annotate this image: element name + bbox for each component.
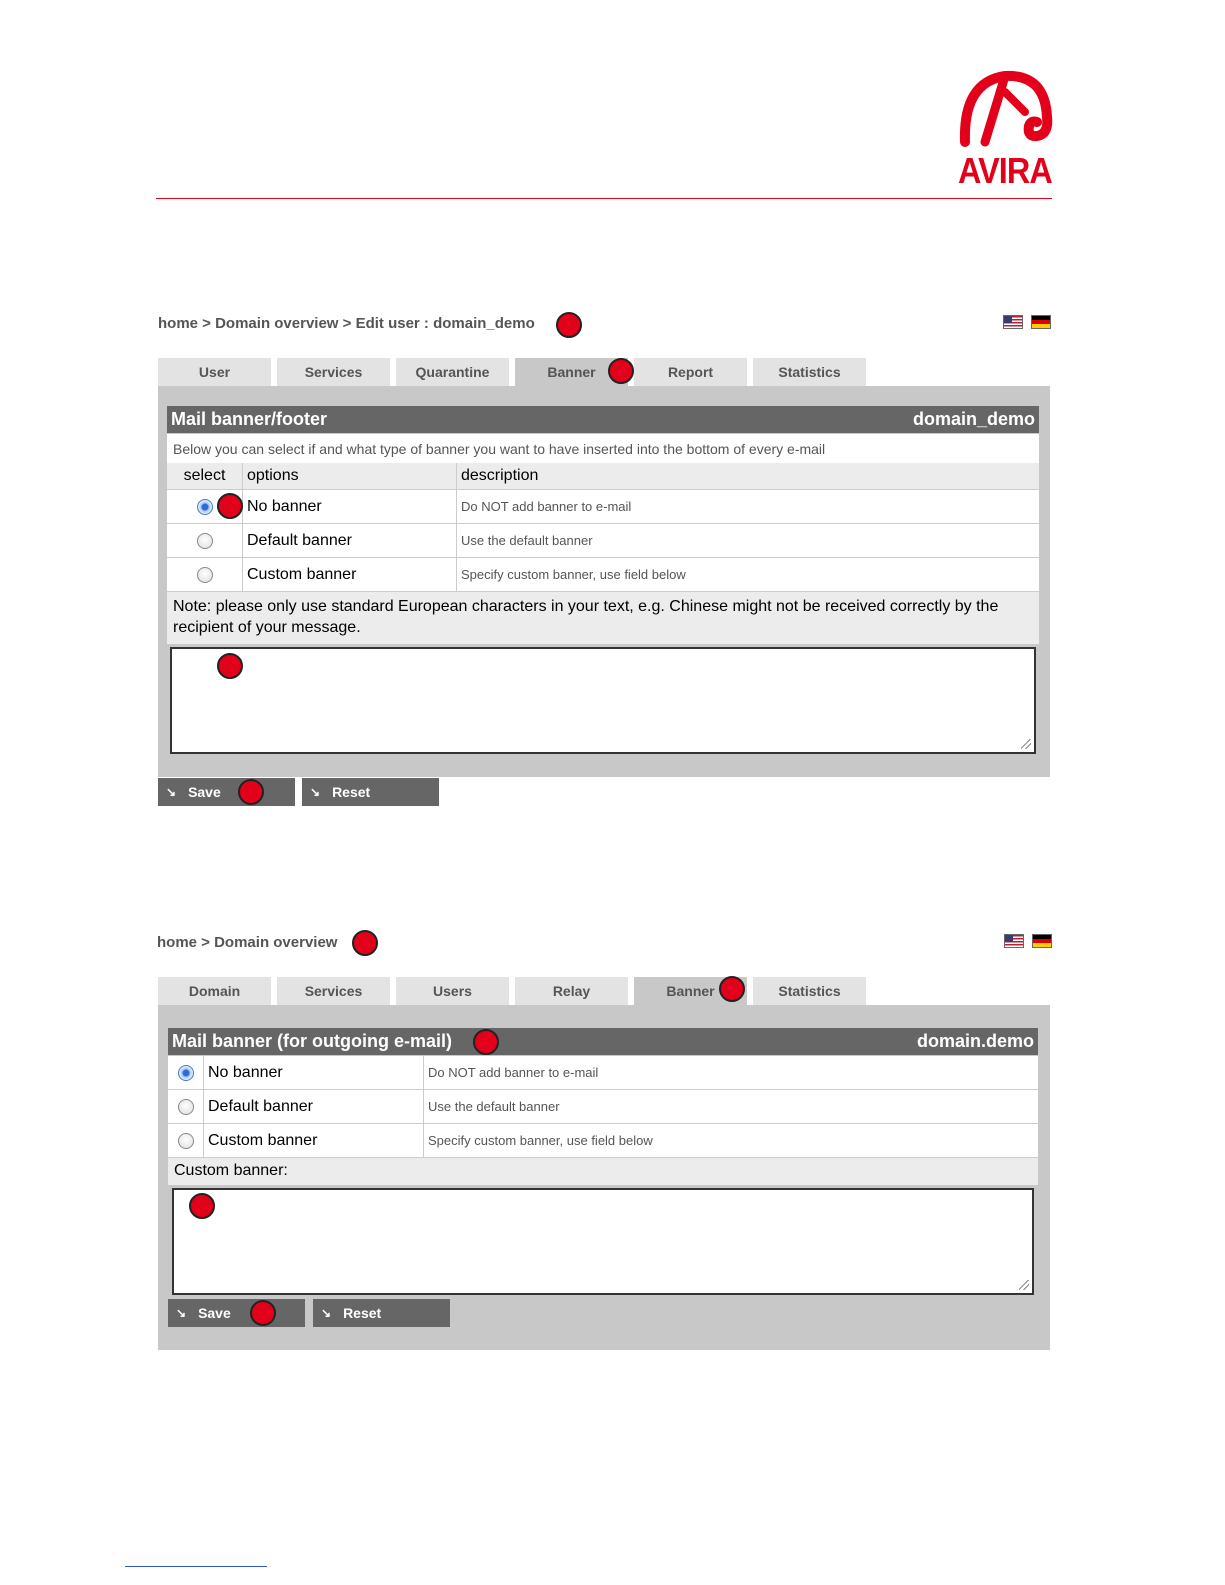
table-header <box>167 463 1039 490</box>
us-flag-icon[interactable] <box>1004 934 1024 948</box>
custom-banner-radio[interactable] <box>178 1133 194 1149</box>
arrow-icon: ↘ <box>176 1306 187 1320</box>
option-label: No banner <box>208 1063 283 1081</box>
panel-title: Mail banner/footer <box>171 409 328 429</box>
tab-services[interactable]: Services <box>277 977 390 1005</box>
save-button[interactable] <box>158 778 295 806</box>
default-banner-radio[interactable] <box>197 533 213 549</box>
save-button[interactable] <box>168 1299 305 1327</box>
panel-titlebar <box>167 406 1039 433</box>
option-description: Do NOT add banner to e-mail <box>461 499 632 514</box>
tab-statistics[interactable]: Statistics <box>753 358 866 386</box>
header-divider <box>156 198 1052 199</box>
custom-banner-label: Custom banner: <box>168 1158 1038 1185</box>
de-flag-icon[interactable] <box>1031 315 1051 329</box>
option-description: Do NOT add banner to e-mail <box>428 1065 599 1080</box>
arrow-icon: ↘ <box>166 785 177 799</box>
reset-button[interactable] <box>313 1299 450 1327</box>
table-row <box>168 1056 1038 1090</box>
tab-bar <box>158 977 866 1005</box>
brand-wordmark: AVIRA <box>958 150 1052 191</box>
callout-marker <box>189 1193 215 1219</box>
panel-title: Mail banner (for outgoing e-mail) <box>172 1031 452 1051</box>
reset-label: Reset <box>332 784 371 800</box>
save-label: Save <box>198 1305 231 1321</box>
callout-marker <box>250 1300 276 1326</box>
tab-quarantine[interactable]: Quarantine <box>396 358 509 386</box>
tab-banner[interactable]: Banner <box>515 358 628 386</box>
arrow-icon: ↘ <box>310 785 321 799</box>
footer-link-underline[interactable] <box>125 1566 267 1567</box>
callout-marker <box>238 779 264 805</box>
col-options: options <box>247 467 299 484</box>
callout-marker <box>608 358 634 384</box>
option-label: Default banner <box>247 531 352 549</box>
intro-text: Below you can select if and what type of banner you want to have inserted into the bottom of every e-mail <box>167 434 1039 463</box>
resize-grip-icon[interactable] <box>1021 739 1031 749</box>
callout-marker <box>556 312 582 338</box>
panel-title-domain: domain.demo <box>916 1031 1034 1051</box>
col-description: description <box>461 467 539 484</box>
tab-services[interactable]: Services <box>277 358 390 386</box>
character-note: Note: please only use standard European characters in your text, e.g. Chinese might not be received correctly by the recipient of your message. <box>167 592 1039 644</box>
us-flag-icon[interactable] <box>1003 315 1023 329</box>
tab-domain[interactable]: Domain <box>158 977 271 1005</box>
default-banner-radio[interactable] <box>178 1099 194 1115</box>
breadcrumb[interactable]: home > Domain overview > Edit user : domain_demo <box>158 315 535 332</box>
custom-banner-textarea[interactable] <box>170 647 1036 754</box>
callout-marker <box>719 976 745 1002</box>
no-banner-radio[interactable] <box>197 499 213 515</box>
callout-marker <box>217 493 243 519</box>
arrow-icon: ↘ <box>321 1306 332 1320</box>
custom-banner-radio[interactable] <box>197 567 213 583</box>
language-switcher <box>1004 934 1052 948</box>
save-label: Save <box>188 784 221 800</box>
option-description: Specify custom banner, use field below <box>461 567 686 582</box>
option-label: Custom banner <box>247 565 357 583</box>
table-row <box>167 490 1039 524</box>
tab-report[interactable]: Report <box>634 358 747 386</box>
callout-marker <box>217 653 243 679</box>
custom-banner-textarea[interactable] <box>172 1188 1034 1295</box>
tab-user[interactable]: User <box>158 358 271 386</box>
table-row <box>168 1090 1038 1124</box>
tab-bar <box>158 358 866 386</box>
resize-grip-icon[interactable] <box>1019 1280 1029 1290</box>
reset-label: Reset <box>343 1305 382 1321</box>
table-row <box>167 524 1039 558</box>
tab-banner[interactable]: Banner <box>634 977 747 1005</box>
callout-marker <box>352 930 378 956</box>
option-description: Use the default banner <box>461 533 593 548</box>
language-switcher <box>1003 315 1051 329</box>
callout-marker <box>473 1029 499 1055</box>
no-banner-radio[interactable] <box>178 1065 194 1081</box>
de-flag-icon[interactable] <box>1032 934 1052 948</box>
tab-relay[interactable]: Relay <box>515 977 628 1005</box>
reset-button[interactable] <box>302 778 439 806</box>
option-label: Custom banner <box>208 1131 318 1149</box>
table-row <box>167 558 1039 592</box>
table-row <box>168 1124 1038 1158</box>
tab-users[interactable]: Users <box>396 977 509 1005</box>
panel-titlebar <box>168 1028 1038 1055</box>
col-select: select <box>183 467 226 484</box>
option-description: Use the default banner <box>428 1099 560 1114</box>
option-label: No banner <box>247 497 322 515</box>
tab-statistics[interactable]: Statistics <box>753 977 866 1005</box>
option-label: Default banner <box>208 1097 313 1115</box>
breadcrumb[interactable]: home > Domain overview <box>157 934 338 951</box>
option-description: Specify custom banner, use field below <box>428 1133 653 1148</box>
panel-title-user: domain_demo <box>912 409 1035 429</box>
